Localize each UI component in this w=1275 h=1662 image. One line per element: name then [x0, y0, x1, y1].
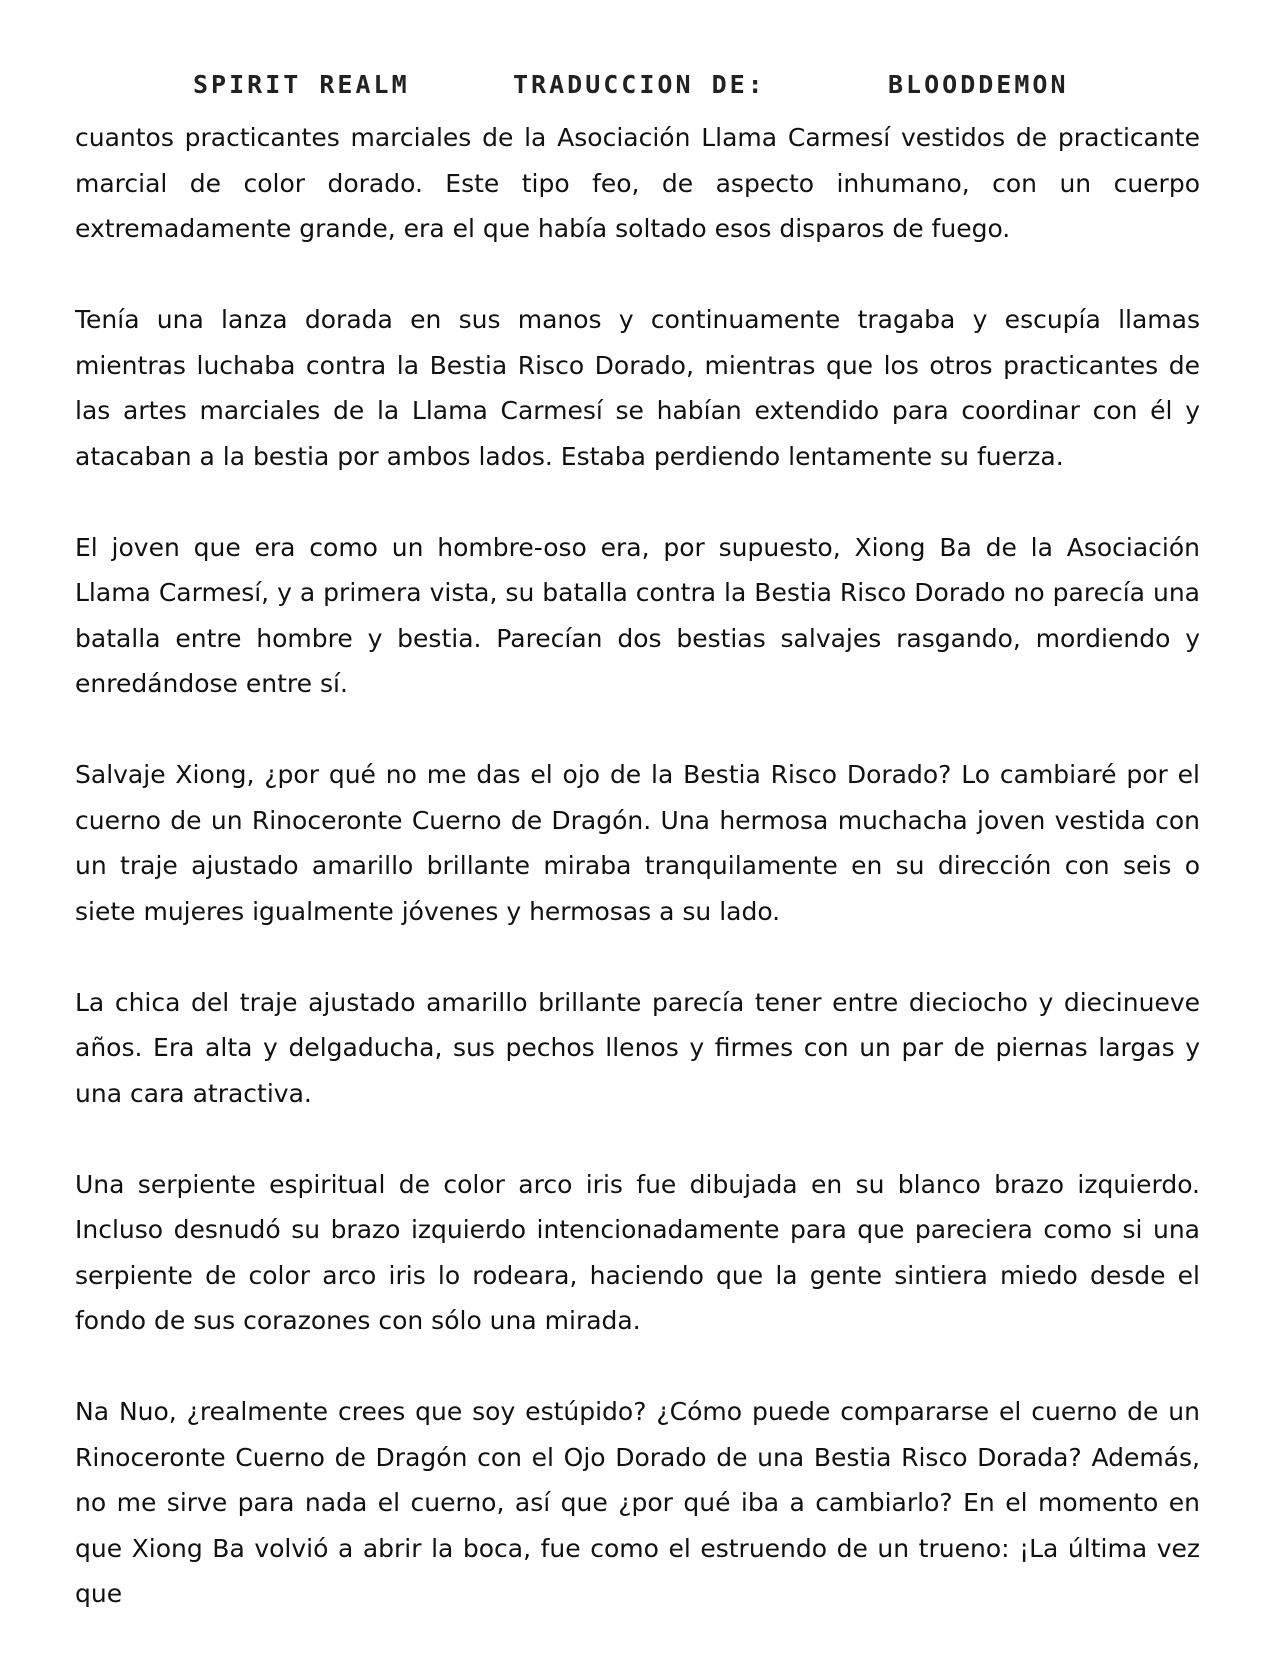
header-translation-label: TRADUCCION DE: [513, 70, 766, 99]
header-title: SPIRIT REALM [193, 70, 410, 99]
page-header [0, 70, 1275, 110]
header-translator: BLOODDEMON [888, 70, 1069, 99]
paragraph: cuantos practicantes marciales de la Asociación Llama Carmesí vestidos de practicante marcial de color dorado. Este tipo feo, de aspecto inhumano, con un cuerpo extremadamente grande, era el que había soltado esos disparos de fuego. [75, 123, 1200, 243]
paragraph: Salvaje Xiong, ¿por qué no me das el ojo de la Bestia Risco Dorado? Lo cambiaré por el cuerno de un Rinoceronte Cuerno de Dragón. Una hermosa muchacha joven vestida con un traje ajustado amarillo brillante miraba tranquilamente en su dirección con seis o siete mujeres igualmente jóvenes y hermosas a su lado. [75, 760, 1200, 926]
document-body [75, 115, 1200, 1662]
paragraph: La chica del traje ajustado amarillo brillante parecía tener entre dieciocho y diecinueve años. Era alta y delgaducha, sus pechos llenos y firmes con un par de piernas largas y una cara atractiva. [75, 987, 1200, 1108]
paragraph: Na Nuo, ¿realmente crees que soy estúpido? ¿Cómo puede compararse el cuerno de un Rinoceronte Cuerno de Dragón con el Ojo Dorado de una Bestia Risco Dorada? Además, no me sirve para nada el cuerno, así que ¿por qué iba a cambiarlo? En el momento en que Xiong Ba volvió a abrir la boca, fue como el estruendo de un trueno: ¡La última vez que [75, 1397, 1200, 1608]
paragraph: Una serpiente espiritual de color arco iris fue dibujada en su blanco brazo izquierdo. Incluso desnudó su brazo izquierdo intencionadamente para que pareciera como si una serpiente de color arco iris lo rodeara, haciendo que la gente sintiera miedo desde el fondo de sus corazones con sólo una mirada. [75, 1169, 1200, 1335]
paragraph: El joven que era como un hombre-oso era, por supuesto, Xiong Ba de la Asociación Llama Carmesí, y a primera vista, su batalla contra la Bestia Risco Dorado no parecía una batalla entre hombre y bestia. Parecían dos bestias salvajes rasgando, mordiendo y enredándose entre sí. [75, 532, 1200, 698]
paragraph: Tenía una lanza dorada en sus manos y continuamente tragaba y escupía llamas mientras luchaba contra la Bestia Risco Dorado, mientras que los otros practicantes de las artes marciales de la Llama Carmesí se habían extendido para coordinar con él y atacaban a la bestia por ambos lados. Estaba perdiendo lentamente su fuerza. [75, 305, 1200, 471]
